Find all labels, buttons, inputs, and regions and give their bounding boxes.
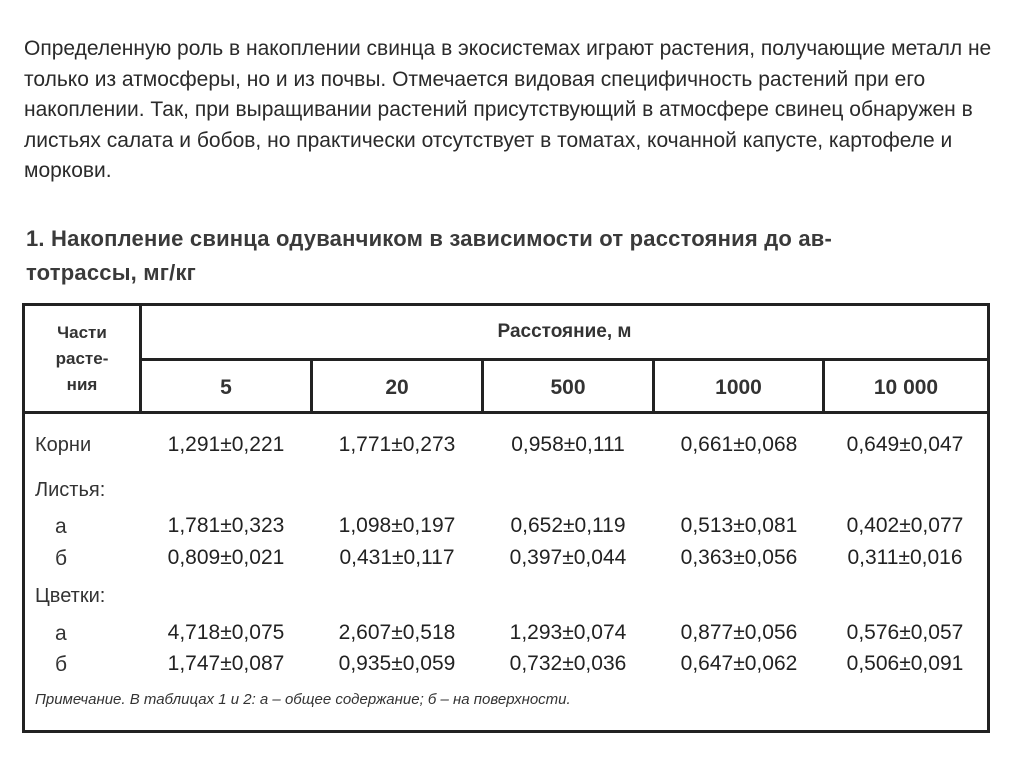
header-plant-parts-line: ния [66,374,98,394]
table-cell: 1,291±0,221 [167,433,285,456]
table-cell: 0,397±0,044 [509,546,627,569]
table-cell: 1,781±0,323 [167,514,285,537]
table-cell: 0,732±0,036 [509,652,627,675]
header-bottom-line [25,411,987,414]
table-cell: 0,431±0,117 [339,546,455,569]
header-divider-distance [142,358,987,361]
table-cell: 0,576±0,057 [846,621,964,644]
table-cell: 1,771±0,273 [338,433,456,456]
row-label-leaves: Листья: [35,479,106,501]
table-cell: 1,098±0,197 [338,514,456,537]
header-col-1000: 1000 [715,375,762,399]
table-cell: 4,718±0,075 [167,621,285,644]
table-title [26,222,1001,290]
header-plant-parts [25,306,139,411]
data-table [22,303,990,733]
header-col-500: 500 [550,375,586,399]
row-label-leaves-b: б [55,547,68,570]
row-label-flowers-b: б [55,653,68,676]
table-cell: 0,649±0,047 [846,433,964,456]
table-cell: 2,607±0,518 [338,621,456,644]
table-cell: 0,877±0,056 [680,621,798,644]
table-cell: 0,513±0,081 [680,514,798,537]
intro-paragraph: Определенную роль в накоплении свинца в экосистемах играют растения, получающие металл не только из атмосферы, но и из почвы. Отмечается видовая специфичность растений при его накоплении. Так, при выращивании растений присутствующий в атмосфере свинец обнаружен в листьях салата и бобов, но практически отсутствует в томатах, кочанной капусте, картофеле и моркови. [24,37,992,182]
header-plant-parts-line: Части [57,322,107,342]
header-col-20: 20 [385,375,409,399]
header-col-10000: 10 000 [873,375,939,399]
table-cell: 0,402±0,077 [846,514,964,537]
table-cell: 0,935±0,059 [338,652,456,675]
table-cell: 0,661±0,068 [680,433,798,456]
table-cell: 0,958±0,111 [511,433,625,456]
table-cell: 0,647±0,062 [680,652,798,675]
table-note: Примечание. В таблицах 1 и 2: а – общее содержание; б – на поверхности. [35,691,571,708]
header-plant-parts-line: расте- [55,348,109,368]
row-label-flowers-a: а [55,622,67,645]
table-title-line-2: тотрассы, мг/кг [26,260,197,285]
table-cell: 0,311±0,016 [847,546,963,569]
table-cell: 1,293±0,074 [509,621,627,644]
header-col-5: 5 [220,375,232,399]
row-label-flowers: Цветки: [35,585,106,607]
table-cell: 1,747±0,087 [167,652,285,675]
table-cell: 0,363±0,056 [680,546,798,569]
table-cell: 0,809±0,021 [167,546,285,569]
row-label-roots: Корни [35,434,92,456]
table-cell: 0,506±0,091 [846,652,964,675]
table-cell: 0,652±0,119 [510,514,626,537]
table-title-line-1: 1. Накопление свинца одуванчиком в зависимости от расстояния до ав- [26,226,833,251]
row-label-leaves-a: а [55,515,67,538]
header-distance: Расстояние, м [497,321,632,342]
